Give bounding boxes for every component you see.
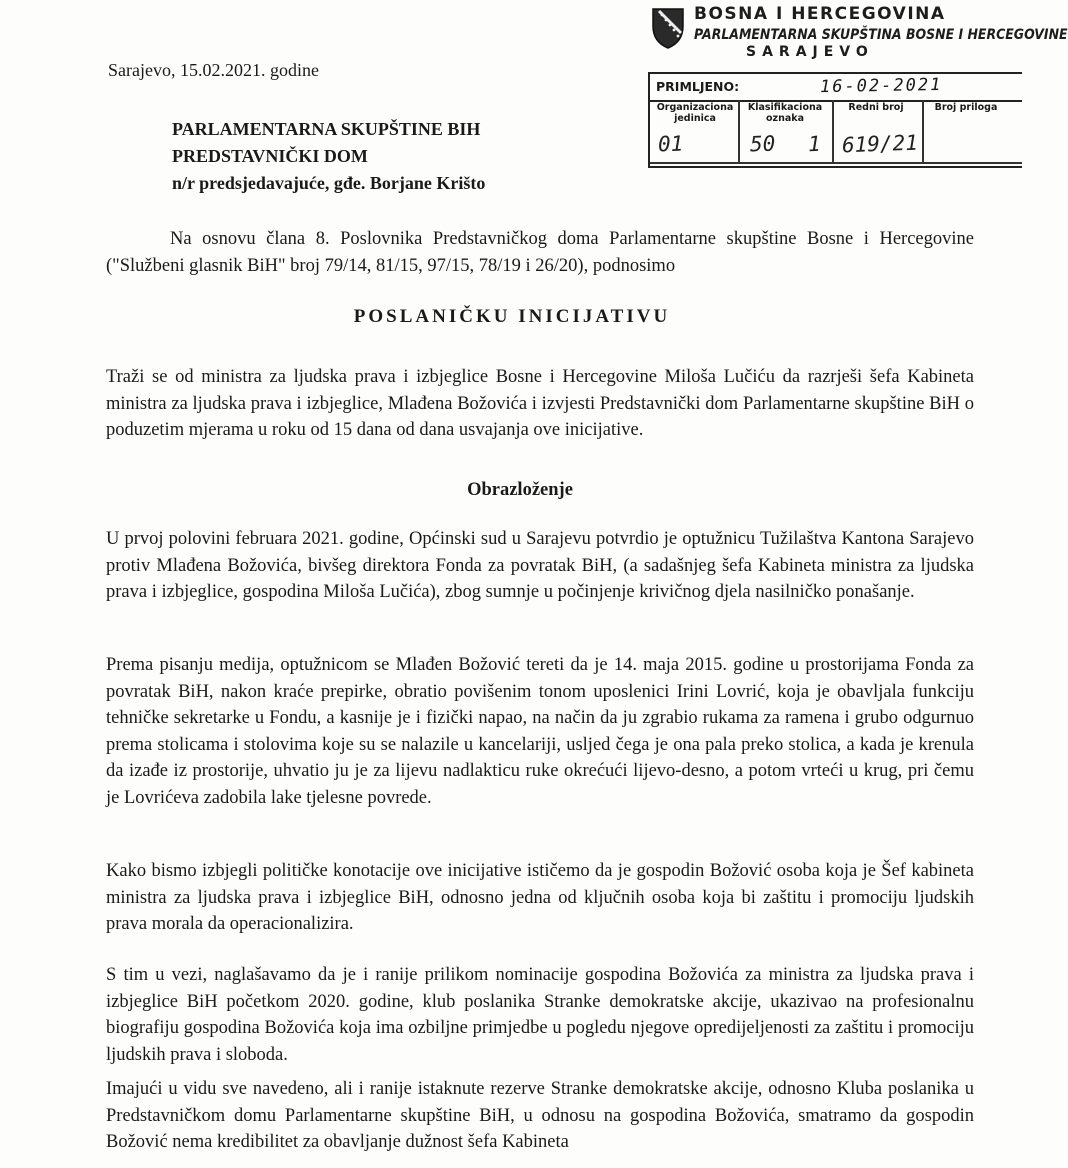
stamp-received-row xyxy=(650,74,1022,102)
received-stamp xyxy=(648,72,1022,168)
body-paragraph-5: Imajući u vidu sve navedeno, ali i ranije istaknute rezerve Stranke demokratske akcije, odnosno Kluba poslanika u Predstavničkom domu Parlamentarne skupštine BiH, u odnosu na gospodina Božovića, smatramo da gospodin Božović nema kredibilitet za obavljanje dužnost šefa Kabineta xyxy=(106,1079,974,1152)
body-paragraph-4: S tim u vezi, naglašavamo da je i ranije prilikom nominacije gospodina Božovića za ministra za ljudska prava i izbjeglice BiH početkom 2020. godine, klub poslanika Stranke demokratske akcije, ukazivao na profesionalnu biografiju gospodina Božovića koja ima ozbiljne primjedbe u pogledu njegove opredijeljenosti za zaštitu i promociju ljudskih prava i sloboda. xyxy=(106,965,974,1065)
recipient-block xyxy=(172,116,485,197)
request-paragraph: Traži se od ministra za ljudska prava i izbjeglice Bosne i Hercegovine Miloša Lučiću da razrješi šefa Kabineta ministra za ljudska prava i izbjeglice, Mlađena Božovića i izvjesti Predstavnički dom Parlamentarne skupštine BiH o poduzetim mjerama u roku od 15 dana od dana usvajanja ove inicijative. xyxy=(106,367,974,440)
body-paragraph-3: Kako bismo izbjegli političke konotacije ove inicijative ističemo da je gospodin Božović osoba koja je Šef kabineta ministra za ljudska prava i izbjeglice BiH, odnosno jedna od ključnih osoba koja bi zaštitu i promociju ljudskih prava morala da operacionalizira. xyxy=(106,861,974,934)
stamp-col-seq: Redni broj xyxy=(848,102,904,113)
recipient-line2: PREDSTAVNIČKI DOM xyxy=(172,146,368,166)
stamp-col-org: Organizaciona jedinica xyxy=(656,102,734,124)
body-paragraph-1: U prvoj polovini februara 2021. godine, Općinski sud u Sarajevu potvrdio je optužnicu Tužilaštva Kantona Sarajevo protiv Mlađena Božovića, bivšeg direktora Fonda za povratak BiH, (a sadašnjeg šefa Kabineta ministra za ljudska prava i izbjeglice, gospodina Miloša Lučića), zbog sumnje u počinjenje krivičnog djela nasilničko ponašanje. xyxy=(106,529,974,602)
stamp-hand-org: 01 xyxy=(657,131,684,157)
section-heading: Obrazloženje xyxy=(467,480,573,500)
document-date: Sarajevo, 15.02.2021. godine xyxy=(108,60,319,80)
recipient-line3: n/r predsjedavajuće, gđe. Borjane Krišto xyxy=(172,173,486,193)
recipient-line1: PARLAMENTARNA SKUPŠTINE BIH xyxy=(172,119,481,139)
body-paragraph-2: Prema pisanju medija, optužnicom se Mlađen Božović tereti da je 14. maja 2015. godine u prostorijama Fonda za povratak BiH, nakon kraće prepirke, obratio povišenim tonom uposlenici Irini Lovrić, koja je obavljala funkciju tehničke sekretarke u Fondu, a kasnije je i fizički napao, na način da ju zgrabio rukama za ramena i grubo odgurnuo prema stolicama i stolovima koje su se nalazile u kancelariji, usljed čega je ona pala preko stolica, a kada je krenula da izađe iz prostorije, uhvatio ju je za lijevu nadlakticu ruke okrećući lijevo-desno, a potom vrteći u krug, pri čemu je Lovrićeva zadobila lake tjelesne povrede. xyxy=(106,655,974,808)
stamp-hand-seq: 1 xyxy=(807,131,822,157)
stamp-columns xyxy=(650,100,1022,132)
stamp-line3: SARAJEVO xyxy=(746,44,874,60)
intro-paragraph: Na osnovu člana 8. Poslovnika Predstavničkog doma Parlamentarne skupštine Bosne i Hercegovine ("Službeni glasnik BiH" broj 79/14, 81/15, 97/15, 78/19 i 26/20), podnosimo xyxy=(106,229,974,276)
coat-of-arms-icon xyxy=(650,6,686,50)
stamp-line2: PARLAMENTARNA SKUPŠTINA BOSNE I HERCEGOVINE xyxy=(694,25,1068,43)
stamp-hand-num: 619/21 xyxy=(841,130,919,158)
received-date: 16-02-2021 xyxy=(819,74,943,98)
stamp-hand-class: 50 xyxy=(749,131,776,157)
stamp-col-attach: Broj priloga xyxy=(934,102,998,113)
stamp-col-class: Klasifikaciona oznaka xyxy=(747,102,823,124)
received-label: PRIMLJENO: xyxy=(656,79,740,94)
stamp-line1: BOSNA I HERCEGOVINA xyxy=(694,4,946,24)
stamp-header xyxy=(694,4,1068,60)
document-title: POSLANIČKU INICIJATIVU xyxy=(353,306,671,327)
